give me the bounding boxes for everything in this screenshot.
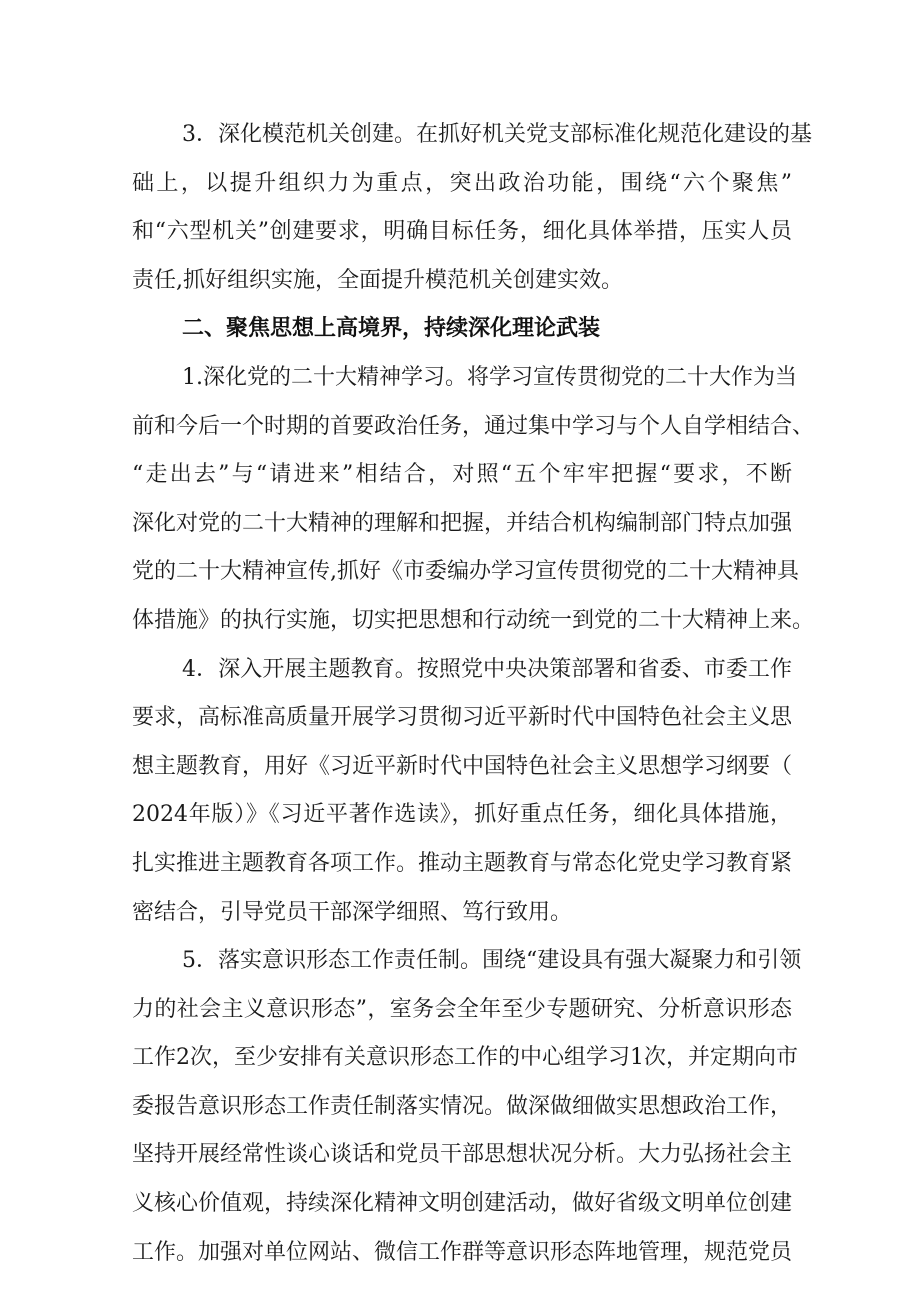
paragraph-theme-education (132, 646, 792, 938)
text-line: 密结合，引导党员干部深学细照、笃行致用。 (132, 899, 573, 925)
paragraph-ideology-responsibility (132, 937, 802, 1277)
text-line: 前和今后一个时期的首要政治任务，通过集中学习与个人自学相结合、 (132, 413, 815, 439)
text-line: 党的二十大精神宣传,抓好《市委编办学习宣传贯彻党的二十大精神具 (132, 559, 799, 585)
text-line: 2024年版）》《习近平著作选读》，抓好重点任务，细化具体措施， (132, 802, 792, 828)
text-line: “走出去”与“请进来”相结合，对照“五个牢牢把握“要求，不断 (132, 462, 792, 488)
text-line: 责任,抓好组织实施，全面提升模范机关创建实效。 (132, 267, 623, 293)
text-line: 体措施》的执行实施，切实把思想和行动统一到党的二十大精神上来。 (132, 607, 815, 633)
text-line: 坚持开展经常性谈心谈话和党员干部思想状况分析。大力弘扬社会主 (132, 1142, 793, 1168)
text-line: 5．落实意识形态工作责任制。围绕“建设具有强大凝聚力和引领 (182, 948, 802, 974)
text-line: 委报告意识形态工作责任制落实情况。做深做细做实思想政治工作， (132, 1093, 793, 1119)
section-heading (132, 305, 792, 354)
text-line: 和“六型机关”创建要求，明确目标任务，细化具体举措，压实人员 (132, 219, 792, 245)
paragraph-model-organ-creation (132, 111, 812, 305)
document-body (132, 111, 815, 1277)
text-line: 想主题教育，用好《习近平新时代中国特色社会主义思想学习纲要（ (132, 753, 793, 779)
text-line: 工作。加强对单位网站、微信工作群等意识形态阵地管理，规范党员 (132, 1239, 793, 1265)
text-line: 深化对党的二十大精神的理解和把握，并结合机构编制部门特点加强 (132, 510, 793, 536)
text-line: 3．深化模范机关创建。在抓好机关党支部标准化规范化建设的基 (182, 122, 812, 147)
text-line: 4．深入开展主题教育。按照党中央决策部署和省委、市委工作 (182, 656, 792, 682)
section-heading-text: 二、聚焦思想上高境界，持续深化理论武装 (182, 316, 601, 342)
text-line: 要求，高标准高质量开展学习贯彻习近平新时代中国特色社会主义思 (132, 705, 793, 731)
text-line: 工作2次，至少安排有关意识形态工作的中心组学习1次，并定期向市 (132, 1045, 798, 1071)
text-line: 1.深化党的二十大精神学习。将学习宣传贯彻党的二十大作为当 (182, 364, 797, 390)
text-line: 扎实推进主题教育各项工作。推动主题教育与常态化党史学习教育紧 (132, 850, 793, 876)
text-line: 义核心价值观，持续深化精神文明创建活动，做好省级文明单位创建 (132, 1191, 793, 1217)
text-line: 础上，以提升组织力为重点，突出政治功能，围绕“六个聚焦” (132, 170, 792, 196)
paragraph-twentieth-congress-study (132, 354, 815, 646)
text-line: 力的社会主义意识形态”，室务会全年至少专题研究、分析意识形态 (132, 996, 792, 1022)
